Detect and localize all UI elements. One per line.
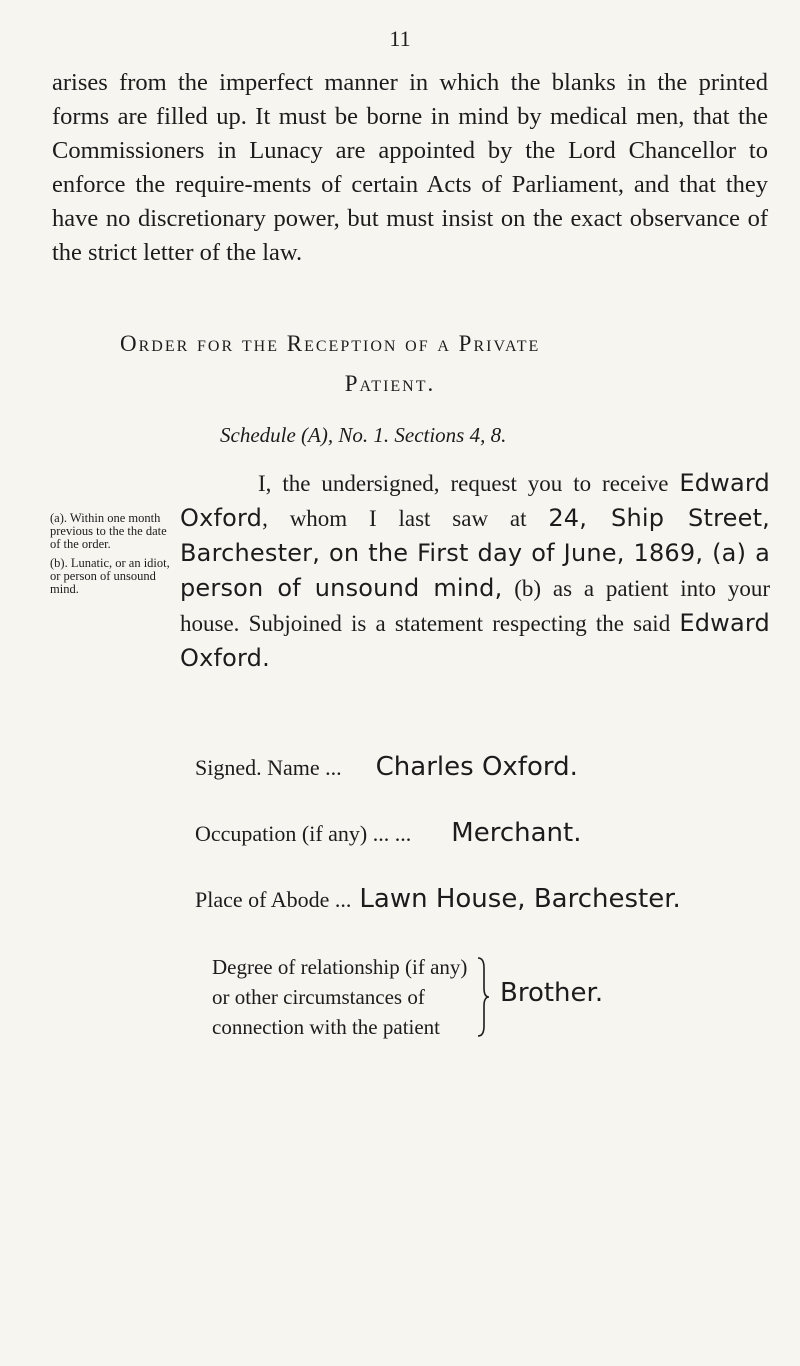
margin-note-a: (a). Within one month previous to the the date of the order. [50, 511, 167, 551]
address-field: 24, Ship Street, Barchester, on the First day of June, 1869, (a) a person of unsound mind, [180, 504, 771, 602]
abode-row [195, 884, 773, 914]
body-part3: (b) as a patient into your house. Subjoined is a statement respecting the said [180, 576, 771, 636]
relationship-value: Brother. [500, 978, 604, 1008]
patient-name-field: Edward Oxford [180, 469, 770, 532]
curly-brace-icon [476, 956, 490, 1038]
relationship-line3: connection with the patient [212, 1015, 441, 1039]
relationship-block [212, 952, 772, 1042]
name-value: Charles Oxford. [375, 752, 578, 782]
order-heading-line1: Order for the Reception of a Private [120, 331, 541, 356]
occupation-label: Occupation (if any) ... ... [195, 821, 412, 846]
patient-name-field-repeat: Edward Oxford. [180, 609, 770, 672]
occupation-row [195, 818, 773, 848]
margin-notes [50, 512, 170, 602]
page-number: 11 [389, 26, 411, 51]
relationship-line2: or other circumstances of [212, 985, 425, 1009]
name-label: Signed. Name ... [195, 755, 342, 780]
order-heading [120, 324, 780, 404]
relationship-line1: Degree of relationship (if any) [212, 955, 468, 979]
body-part1: I, the undersigned, request you to receive [258, 471, 669, 496]
abode-label: Place of Abode ... [195, 887, 352, 912]
intro-paragraph: arises from the imperfect manner in which the blanks in the printed forms are filled up. It must be borne in mind by medical men, that the Commissioners in Lunacy are appointed by the Lord Chancellor to enforce the require-ments of certain Acts of Parliament, and that they have no discretionary power, but must insist on the exact observance of the strict letter of the law. [52, 69, 768, 266]
schedule-reference: Schedule (A), No. 1. Sections 4, 8. [220, 423, 507, 447]
relationship-labels [212, 952, 474, 1042]
order-heading-line2: Patient. [344, 371, 436, 396]
margin-note-b: (b). Lunatic, or an idiot, or person of unsound mind. [50, 556, 170, 596]
body-part2: , whom I last saw at [262, 506, 527, 531]
signature-name-row [195, 752, 773, 782]
occupation-value: Merchant. [451, 818, 582, 848]
abode-value: Lawn House, Barchester. [359, 884, 681, 914]
order-body [180, 466, 770, 676]
